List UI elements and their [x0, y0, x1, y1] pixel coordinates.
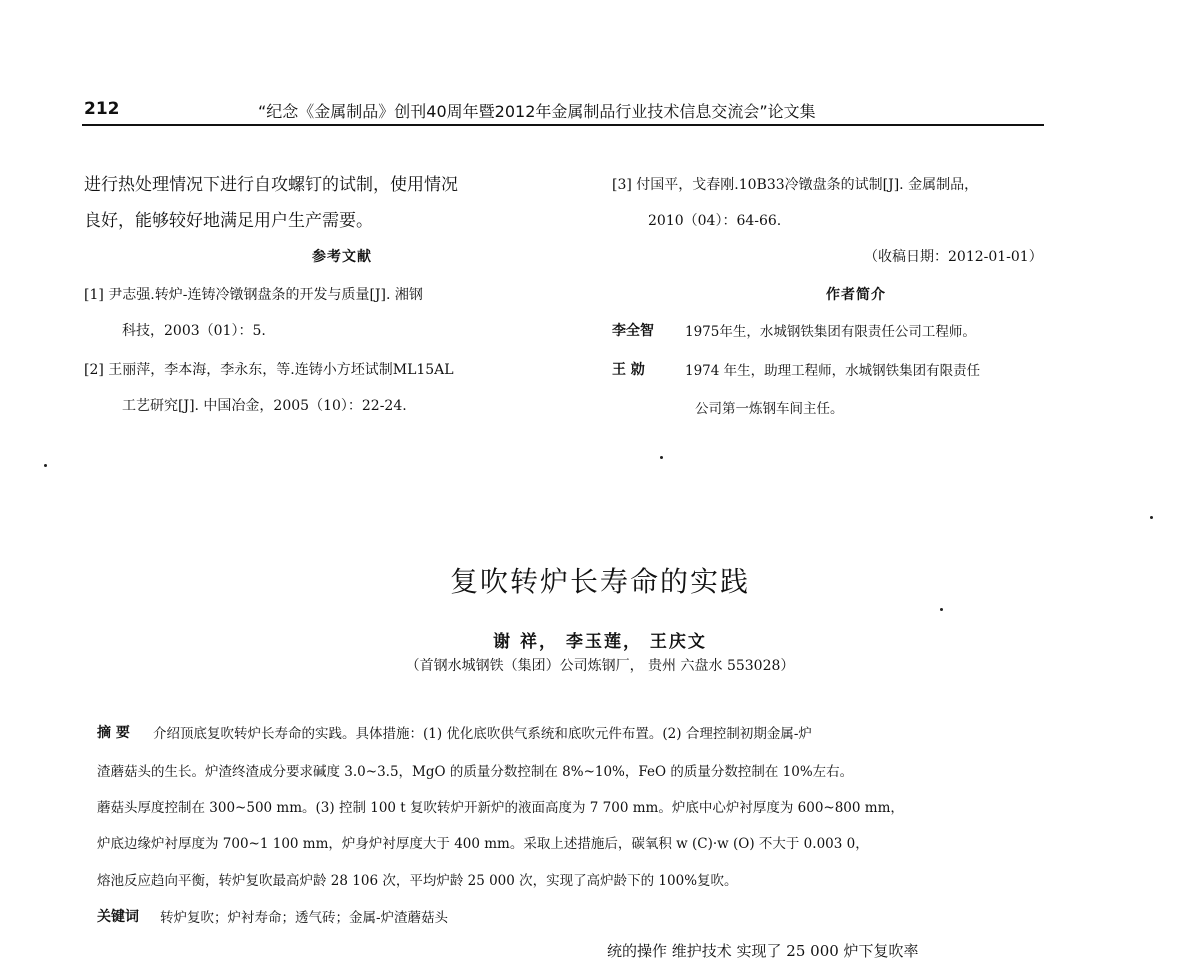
reference-item: [2] 王丽萍，李本海，李永东，等.连铸小方坯试制ML15AL — [84, 362, 454, 378]
abstract-label: 摘 要 — [97, 725, 130, 741]
author-intro-heading: 作者简介 — [826, 287, 886, 303]
abstract-line: 介绍顶底复吹转炉长寿命的实践。具体措施：(1) 优化底吹供气系统和底吹元件布置。(2) 合理控制初期金属-炉 — [153, 726, 812, 742]
scan-speck — [940, 608, 943, 611]
abstract-line: 蘑菇头厚度控制在 300~500 mm。(3) 控制 100 t 复吹转炉开新炉的液面高度为 7 700 mm。炉底中心炉衬厚度为 600~800 mm， — [97, 800, 904, 816]
abstract-line: 渣蘑菇头的生长。炉渣终渣成分要求碱度 3.0~3.5，MgO 的质量分数控制在 8%~10%，FeO 的质量分数控制在 10%左右。 — [97, 764, 854, 780]
bio-name: 王 勍 — [612, 362, 645, 378]
running-title: “纪念《金属制品》创刊40周年暨2012年金属制品行业技术信息交流会”论文集 — [258, 102, 816, 121]
scan-speck — [1150, 516, 1153, 519]
scan-speck — [44, 464, 47, 467]
reference-item: [3] 付国平，戈春刚.10B33冷镦盘条的试制[J]. 金属制品， — [612, 177, 979, 193]
bio-text: 1975年生，水城钢铁集团有限责任公司工程师。 — [685, 324, 976, 340]
keywords: 转炉复吹；炉衬寿命；透气砖；金属-炉渣蘑菇头 — [160, 910, 449, 926]
references-heading: 参考文献 — [312, 249, 372, 265]
header-rule — [82, 124, 1044, 126]
article-affiliation: （首钢水城钢铁（集团）公司炼钢厂， 贵州 六盘水 553028） — [405, 658, 795, 674]
abstract-line: 炉底边缘炉衬厚度为 700~1 100 mm，炉身炉衬厚度大于 400 mm。采取上述措施后，碳氧积 w (C)·w (O) 不大于 0.003 0， — [97, 836, 869, 852]
reference-item-cont: 2010（04）：64-66. — [648, 213, 782, 229]
bio-text-cont: 公司第一炼钢车间主任。 — [695, 401, 844, 417]
article-authors: 谢 祥， 李玉莲， 王庆文 — [493, 632, 707, 652]
scan-speck — [660, 456, 663, 459]
keywords-label: 关键词 — [97, 909, 139, 925]
body-line: 进行热处理情况下进行自攻螺钉的试制，使用情况 — [84, 175, 458, 195]
reference-item-cont: 科技，2003（01）：5. — [122, 323, 266, 339]
reference-item: [1] 尹志强.转炉-连铸冷镦钢盘条的开发与质量[J]. 湘钢 — [84, 287, 423, 303]
reference-item-cont: 工艺研究[J]. 中国冶金，2005（10）：22-24. — [122, 398, 407, 414]
article-title: 复吹转炉长寿命的实践 — [449, 565, 750, 598]
bio-name: 李全智 — [612, 323, 654, 339]
bio-text: 1974 年生，助理工程师，水城钢铁集团有限责任 — [685, 363, 981, 379]
received-date: （收稿日期：2012-01-01） — [864, 249, 1043, 265]
body-line: 良好，能够较好地满足用户生产需要。 — [84, 211, 373, 231]
abstract-line: 熔池反应趋向平衡，转炉复吹最高炉龄 28 106 次，平均炉龄 25 000 次，实现了高炉龄下的 100%复吹。 — [97, 873, 738, 889]
body-line-cut: 统的操作 维护技术 实现了 25 000 炉下复吹率 — [607, 942, 919, 960]
page-number: 212 — [84, 99, 120, 119]
